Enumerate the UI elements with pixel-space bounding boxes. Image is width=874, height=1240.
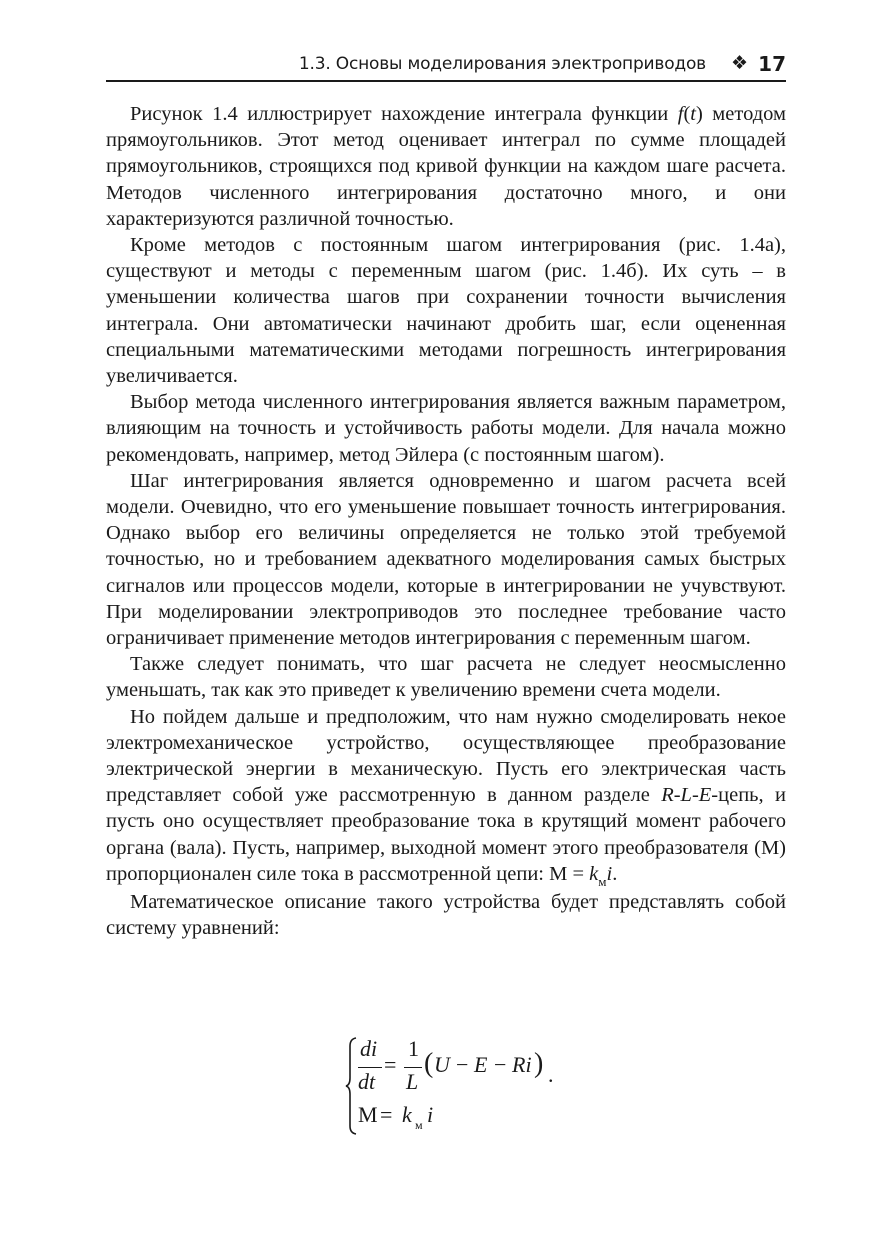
p6-text-a: Но пойдем дальше и предположим, что нам нужно смоделировать некое электромеханическое устройство, осуществляющее преобразование электрической энергии в механическую. Пусть его электрическая часть представляет собой уже рассмотренную в данном разделе [106,705,786,807]
left-brace [344,1036,358,1136]
p1-text-b: методом прямоугольников. Этот метод оценивает интеграл по сумме площадей прямоугольников, строящихся под кривой функции на каждом шаге расчета. Методов численного интегрирования достаточно много, и они характеризуются различной точностью. [106,103,786,230]
p6-period: . [612,862,618,885]
p6-text-b: -цепь, и пусть оно осуществляет преобразование тока в крутящий момент рабочего органа (вала). Пусть, например, выходной момент этого преобразователя (М) пропорционален силе тока в рассмотренной цепи: М = [106,784,786,885]
running-header [106,52,786,78]
section-title: 1.3. Основы моделирования электроприводов [298,54,706,74]
equals-sign: = [384,1052,397,1077]
var-E: E [474,1052,488,1077]
numerator-one: 1 [408,1036,419,1061]
paragraph-6 [106,704,786,889]
paragraph-1: Рисунок 1.4 иллюстрирует нахождение интеграла функции f(t) методом прямоугольников. Этот метод оценивает интеграл по сумме площадей прямоугольников, строящихся под кривой функции на каждом шаге расчета. Методов численного интегрирования достаточно много, и они характеризуются различной точностью. [106,103,786,230]
formula-period: . [548,1062,554,1087]
paragraph-7: Математическое описание такого устройства будет представлять собой систему уравнений: [106,891,786,940]
k-subscript: м [598,873,607,889]
paragraph-2: Кроме методов с постоянным шагом интегрирования (рис. 1.4а), существуют и методы с переменным шагом (рис. 1.4б). Их суть – в уменьшении количества шагов при сохранении точности вычисления интеграла. Они автоматически начинают дробить шаг, если оцененная специальными математическими методами погрешность интегрирования увеличивается. [106,234,786,388]
denominator-dt: dt [358,1069,376,1094]
paragraph-4: Шаг интегрирования является одновременно и шагом расчета всей модели. Очевидно, что его уменьшение повышает точность интегрирования. Однако выбор его величины определяется не только этой требуемой точностью, но и требованием адекватного моделирования самых быстрых сигналов или процессов модели, которые в интегрировании не учувствуют. При моделировании электроприводов это последнее требование часто ограничивает применение методов интегрирования с переменным шагом. [106,469,786,650]
paragraph-3: Выбор метода численного интегрирования является важным параметром, влияющим на точность и устойчивость работы модели. Для начала можно рекомендовать, например, метод Эйлера (с постоянным шагом). [106,391,786,466]
fraction-bar-2 [404,1067,422,1068]
header-rule [106,80,786,82]
minus-1: − [456,1052,469,1077]
right-paren: ) [534,1048,544,1079]
var-k: k [402,1102,412,1127]
k-subscript-formula: м [415,1118,423,1132]
var-M: M [358,1102,378,1127]
denominator-L: L [406,1069,419,1094]
var-i: i [427,1102,434,1127]
function-f: f [677,103,684,125]
minus-2: − [494,1052,507,1077]
i-symbol: i [606,862,613,885]
equation-system [344,1036,574,1136]
body-text [106,101,786,942]
paragraph-5: Также следует понимать, что шаг расчета не следует неосмысленно уменьшать, так как это приведет к увеличению времени счета модели. [106,653,786,702]
page-number: 17 [758,52,786,76]
rle-label: R-L-E [661,784,712,807]
var-U: U [434,1052,450,1077]
numerator-di: di [360,1036,378,1061]
fraction-bar-1 [358,1067,382,1068]
k-symbol: k [589,862,599,885]
var-Ri: Ri [512,1052,532,1077]
left-paren: ( [424,1048,434,1079]
p1-text-a: Рисунок 1.4 иллюстрирует нахождение интеграла функции [130,103,678,125]
fleuron-icon: ❖ [730,52,748,74]
function-t: t [690,103,696,125]
equals-sign-2: = [380,1102,393,1127]
